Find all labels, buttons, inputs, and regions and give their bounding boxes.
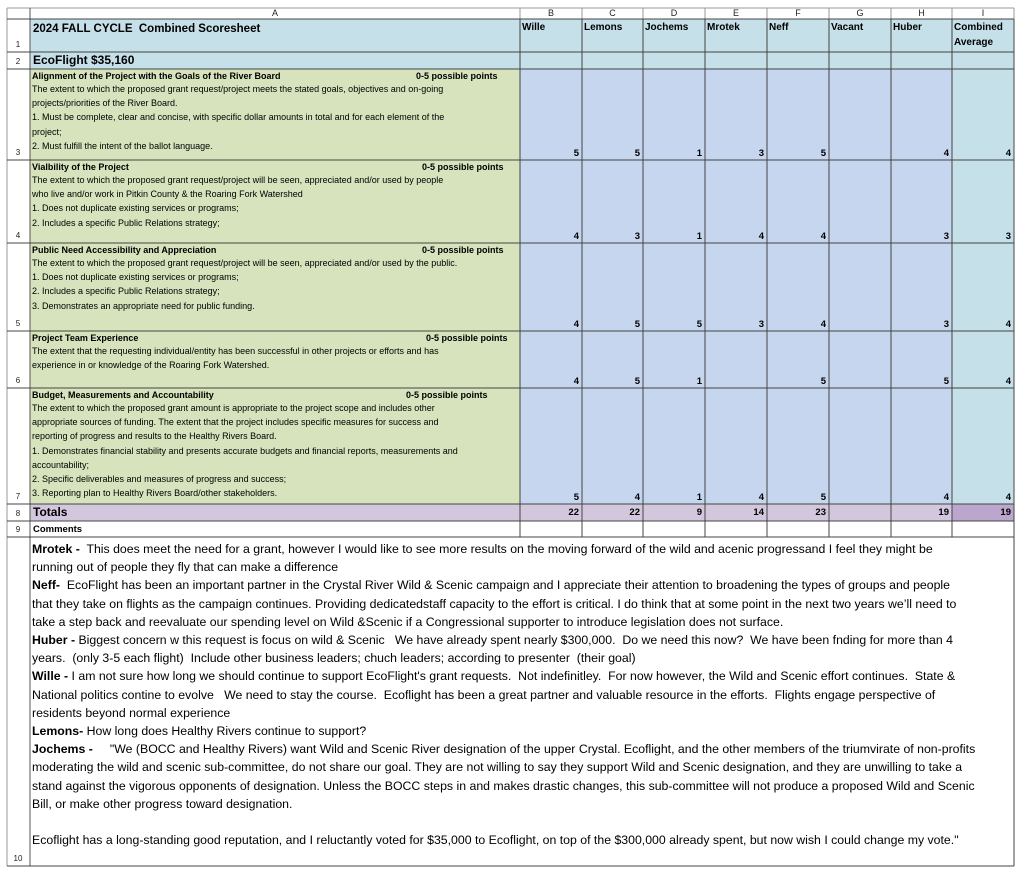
column-header[interactable]: E <box>705 8 767 19</box>
criterion-title: Project Team Experience <box>32 333 139 343</box>
score-cell[interactable] <box>582 69 643 160</box>
commenter-name: Jochems - <box>32 742 97 757</box>
judge-score: 1 <box>696 231 702 242</box>
judge-score: 3 <box>943 319 949 330</box>
column-header[interactable]: H <box>891 8 952 19</box>
score-cell[interactable] <box>891 243 952 331</box>
commenter-name: Huber - <box>32 633 79 648</box>
criterion-line: The extent to which the proposed grant request/project meets the stated goals, objectives and on-going <box>32 84 444 94</box>
criterion-line: 1. Must be complete, clear and concise, with specific dollar amounts in total and for each element of the <box>32 112 445 123</box>
totals-label: Totals <box>33 505 68 519</box>
average-cell[interactable] <box>952 388 1014 504</box>
judge-total: 23 <box>815 507 826 518</box>
row-number[interactable]: 7 <box>15 492 21 501</box>
judge-header: Lemons <box>584 22 623 33</box>
judge-score: 4 <box>758 492 764 503</box>
comment-line <box>32 758 1014 776</box>
score-cell[interactable] <box>705 243 767 331</box>
score-cell[interactable] <box>520 69 582 160</box>
judge-score: 4 <box>758 231 764 242</box>
score-cell[interactable] <box>767 243 829 331</box>
criterion-line: experience in or knowledge of the Roaring Fork Watershed. <box>32 360 270 371</box>
judge-header: Wille <box>522 22 546 33</box>
criterion-line: 1. Demonstrates financial stability and presents accurate budgets and financial reports, measurements and <box>32 445 458 456</box>
comment-text: running out of people they fly that can make a difference <box>32 560 339 575</box>
judge-total: 19 <box>938 507 949 518</box>
score-cell[interactable] <box>643 388 705 504</box>
total-average: 19 <box>1000 507 1011 518</box>
judge-score: 5 <box>634 148 640 159</box>
judge-total: 22 <box>568 507 579 518</box>
criterion-description <box>32 401 518 500</box>
comment-line <box>32 667 1014 685</box>
score-cell[interactable] <box>767 69 829 160</box>
commenter-name: Wille - <box>32 669 72 684</box>
criterion-description <box>32 173 518 230</box>
comment-block <box>32 540 1014 576</box>
comment-block <box>32 631 1014 667</box>
average-score: 3 <box>1005 231 1011 242</box>
judge-score: 5 <box>820 492 826 503</box>
comment-line <box>32 795 1014 813</box>
commenter-name: Mrotek - <box>32 542 84 556</box>
row-number[interactable]: 8 <box>15 509 21 518</box>
comment-line <box>32 686 1014 704</box>
row-number[interactable]: 10 <box>13 854 23 863</box>
comment-line <box>32 777 1014 795</box>
criterion-title: Alignment of the Project with the Goals of the River Board <box>32 71 281 81</box>
judge-header: Jochems <box>645 22 689 33</box>
judge-score: 1 <box>696 148 702 159</box>
judge-score: 4 <box>943 148 949 159</box>
criterion-line: appropriate sources of funding. The extent that the project includes specific measures for success and <box>32 417 439 428</box>
judge-score: 3 <box>758 319 764 330</box>
comment-text: moderating the wild and scenic sub-committee, do not share our goal. They are not willing to say they support Wild and Scenic designation, and they are unwilling to take a <box>32 760 963 775</box>
judge-score: 5 <box>696 319 702 330</box>
comment-text: I am not sure how long we should continue to support EcoFlight's grant requests. Not indefinitley. For now however, the Wild and Scenic effort continues. State & <box>71 669 956 684</box>
score-cell[interactable] <box>582 243 643 331</box>
comment-line <box>32 649 1014 667</box>
column-header[interactable]: I <box>952 8 1014 19</box>
judge-score: 5 <box>634 376 640 387</box>
criterion-line: The extent to which the proposed grant request/project will be seen, appreciated and/or used by the public. <box>32 258 458 268</box>
judge-score: 4 <box>634 492 640 503</box>
criterion-description <box>32 82 518 153</box>
criterion-line: The extent to which the proposed grant request/project will be seen, appreciated and/or used by people <box>32 175 444 185</box>
score-cell[interactable] <box>705 388 767 504</box>
criterion-line: reporting of progress and results to the Healthy Rivers Board. <box>32 431 277 442</box>
judge-score: 4 <box>573 376 579 387</box>
score-cell[interactable] <box>582 388 643 504</box>
criterion-points: 0-5 possible points <box>422 245 504 255</box>
score-cell[interactable] <box>829 331 891 388</box>
column-header[interactable]: B <box>520 8 582 19</box>
comment-line <box>32 704 1014 722</box>
criterion-line: 1. Does not duplicate existing services or programs; <box>32 272 239 283</box>
judge-score: 5 <box>820 376 826 387</box>
criterion-line: 2. Includes a specific Public Relations strategy; <box>32 286 220 297</box>
score-cell[interactable] <box>643 69 705 160</box>
criterion-line: The extent that the requesting individual/entity has been successful in other projects or efforts and has <box>32 346 439 356</box>
criterion-line: projects/priorities of the River Board. <box>32 98 178 109</box>
row-number[interactable]: 2 <box>15 57 21 66</box>
comment-line <box>32 540 1014 558</box>
comment-text: "We (BOCC and Healthy Rivers) want Wild and Scenic River designation of the upper Crystal. Ecoflight, and the other members of the triumvirate of non-profits <box>96 742 976 757</box>
judge-score: 4 <box>820 319 826 330</box>
row-number[interactable]: 5 <box>15 319 21 328</box>
row-number[interactable]: 9 <box>15 525 21 534</box>
criterion-line: 2. Must fulfill the intent of the ballot language. <box>32 140 213 151</box>
judge-header: Neff <box>769 22 789 33</box>
criterion-line: project; <box>32 126 62 137</box>
criterion-title: Vialbility of the Project <box>32 162 129 172</box>
row-number[interactable]: 1 <box>15 40 21 49</box>
score-cell[interactable] <box>643 243 705 331</box>
average-score: 4 <box>1005 376 1011 387</box>
comment-line <box>32 631 1014 649</box>
judge-score: 3 <box>634 231 640 242</box>
criterion-line: 2. Includes a specific Public Relations strategy; <box>32 217 220 228</box>
judge-header: Vacant <box>831 22 864 33</box>
criterion-title: Public Need Accessibility and Appreciation <box>32 245 217 255</box>
judge-score: 5 <box>820 148 826 159</box>
criterion-points: 0-5 possible points <box>406 390 488 400</box>
criterion-description <box>32 256 518 313</box>
criterion-title: Budget, Measurements and Accountability <box>32 390 214 400</box>
criterion-line: 2. Specific deliverables and measures of progress and success; <box>32 474 287 485</box>
average-cell[interactable] <box>952 69 1014 160</box>
comment-block <box>32 576 1014 631</box>
comment-line <box>32 831 1014 849</box>
criterion-line: accountability; <box>32 459 90 470</box>
judge-score: 1 <box>696 376 702 387</box>
comment-text: Biggest concern w this request is focus on wild & Scenic We have already spent nearly $300,000. Do we need this now? We have been fnding for more than 4 <box>78 633 953 648</box>
comment-text: stand against the vigorous opponents of designation. Unless the BOCC steps in and makes drastic changes, this sub-committee will not produce a proposed Wild and Scenic <box>32 778 975 793</box>
applicant-row-bg <box>30 52 1014 69</box>
commenter-name: Neff- <box>32 578 64 593</box>
judge-score: 4 <box>573 319 579 330</box>
row-number[interactable]: 3 <box>15 148 21 157</box>
score-cell[interactable] <box>891 388 952 504</box>
comment-text: This does meet the need for a grant, however I would like to see more results on the moving forward of the wild and acenic progressand I feel they might be <box>83 542 933 556</box>
criterion-line: The extent to which the proposed grant amount is appropriate to the project scope and includes other <box>32 403 435 413</box>
score-cell[interactable] <box>520 388 582 504</box>
comment-line <box>32 813 1014 831</box>
combined-average-header: Average <box>954 37 994 48</box>
comment-text: National politics contine to evolve We need to stay the course. Ecoflight has been a great partner and valuable resource in the efforts. Flights engage perspective of <box>32 687 936 702</box>
criterion-points: 0-5 possible points <box>422 162 504 172</box>
row-number[interactable]: 6 <box>15 376 21 385</box>
criterion-line: 3. Demonstrates an appropriate need for public funding. <box>32 300 255 311</box>
column-header[interactable]: G <box>829 8 891 19</box>
column-header[interactable]: F <box>767 8 829 19</box>
comment-line <box>32 613 1014 631</box>
judge-score: 4 <box>820 231 826 242</box>
comment-line <box>32 576 1014 594</box>
average-cell[interactable] <box>952 243 1014 331</box>
judge-score: 5 <box>573 492 579 503</box>
judge-header: Mrotek <box>707 22 740 33</box>
judge-total: 22 <box>629 507 640 518</box>
score-cell[interactable] <box>705 331 767 388</box>
average-score: 4 <box>1005 492 1011 503</box>
score-cell[interactable] <box>829 160 891 243</box>
comment-text: How long does Healthy Rivers continue to support? <box>83 724 367 739</box>
criterion-points: 0-5 possible points <box>416 71 498 81</box>
average-score: 4 <box>1005 319 1011 330</box>
judge-score: 3 <box>758 148 764 159</box>
comments-label: Comments <box>33 524 83 535</box>
criterion-line: 3. Reporting plan to Healthy Rivers Board/other stakeholders. <box>32 488 278 499</box>
score-cell[interactable] <box>705 69 767 160</box>
comment-block <box>32 722 1014 740</box>
comment-line <box>32 740 1014 758</box>
column-header[interactable]: A <box>30 8 520 19</box>
comment-text: Ecoflight has a long-standing good reputation, and I reluctantly voted for $35,000 to Ecoflight, on top of the $300,000 already spent, but now wish I could change my vote." <box>32 833 959 848</box>
score-cell[interactable] <box>891 69 952 160</box>
comment-line <box>32 595 1014 613</box>
row-number[interactable]: 4 <box>15 231 21 240</box>
combined-average-header: Combined <box>954 22 1003 33</box>
comment-text: residents beyond normal experience <box>32 705 231 720</box>
comments-body <box>32 540 1014 849</box>
average-score: 4 <box>1005 148 1011 159</box>
comment-text: EcoFlight has been an important partner in the Crystal River Wild & Scenic campaign and I appreciate their attention to broadening the types of groups and people <box>63 578 950 593</box>
column-header[interactable]: C <box>582 8 643 19</box>
judge-score: 4 <box>573 231 579 242</box>
commenter-name: Lemons- <box>32 724 84 739</box>
score-cell[interactable] <box>829 243 891 331</box>
criterion-description <box>32 344 518 372</box>
judge-score: 1 <box>696 492 702 503</box>
judge-score: 5 <box>573 148 579 159</box>
score-cell[interactable] <box>520 243 582 331</box>
criterion-points: 0-5 possible points <box>426 333 508 343</box>
comment-text: years. (only 3-5 each flight) Include other business leaders; chuch leaders; according to presenter (their goal) <box>32 651 636 666</box>
comment-text: that they take on flights as the campaign continues. Providing dedicatedstaff capacity to the effort is critical. I do think that at some point in the next two years we’ll need to <box>32 596 957 611</box>
criterion-line: 1. Does not duplicate existing services or programs; <box>32 203 239 214</box>
judge-header: Huber <box>893 22 922 33</box>
judge-score: 5 <box>943 376 949 387</box>
judge-total: 9 <box>696 507 702 518</box>
comment-text: Bill, or make other progress toward designation. <box>32 796 293 811</box>
score-cell[interactable] <box>829 69 891 160</box>
comment-line <box>32 722 1014 740</box>
judge-score: 5 <box>634 319 640 330</box>
comment-text: take a step back and reevaluate our spending level on Wild &Scenic if a Congressional supporter to introduce legislation does not surface. <box>32 614 784 629</box>
sheet-title: 2024 FALL CYCLE Combined Scoresheet <box>33 23 261 35</box>
judge-score: 3 <box>943 231 949 242</box>
applicant-name: EcoFlight $35,160 <box>33 53 135 67</box>
score-cell[interactable] <box>829 388 891 504</box>
criterion-line: who live and/or work in Pitkin County & the Roaring Fork Watershed <box>32 189 303 200</box>
score-cell[interactable] <box>767 388 829 504</box>
comment-block <box>32 667 1014 722</box>
judge-score: 4 <box>943 492 949 503</box>
judge-total: 14 <box>753 507 764 518</box>
column-header[interactable]: D <box>643 8 705 19</box>
comment-block <box>32 740 1014 849</box>
comment-line <box>32 558 1014 576</box>
